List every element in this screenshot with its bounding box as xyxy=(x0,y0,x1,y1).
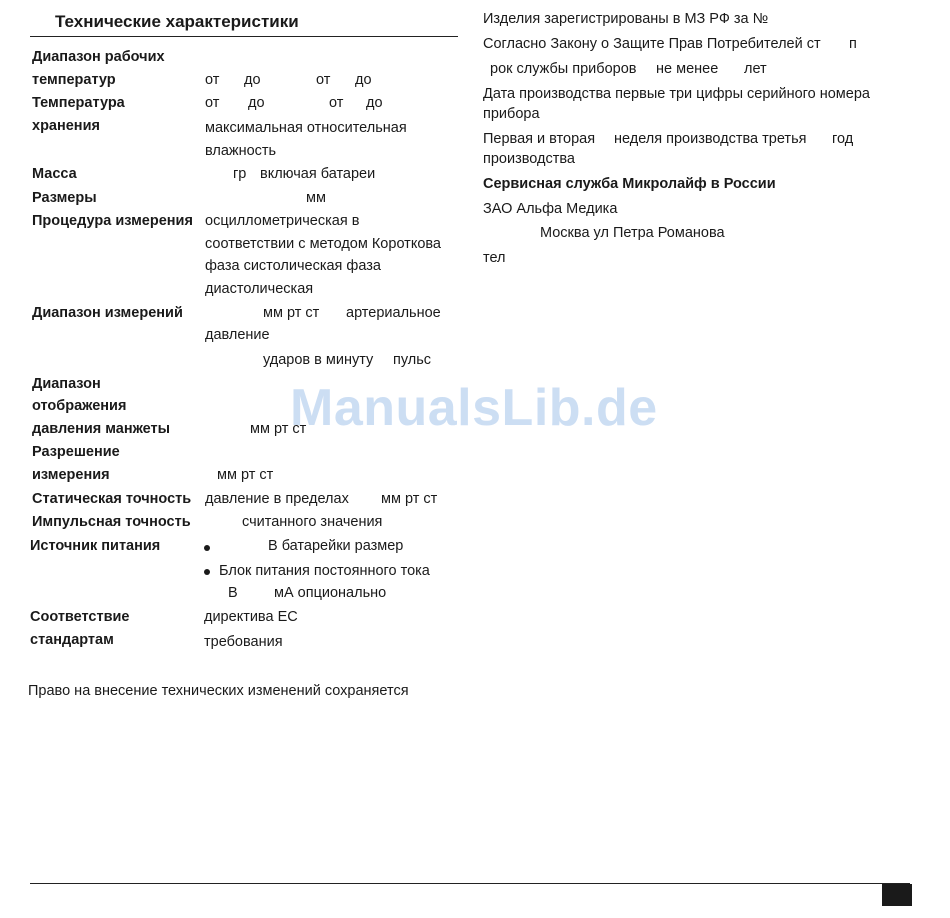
label-operating-temp: Диапазон рабочих xyxy=(32,49,165,65)
label-power: Источник питания xyxy=(30,538,161,554)
procedure-line-1: осциллометрическая в xyxy=(205,213,360,229)
st-from-1: от xyxy=(205,95,220,111)
op-to-2: до xyxy=(355,72,372,88)
page-marker xyxy=(882,884,912,906)
power-adapter-volt: В xyxy=(228,585,238,601)
service-life-min: не менее xyxy=(656,61,719,77)
standards-directive: директива ЕС xyxy=(204,609,298,625)
resolution-unit: мм рт ст xyxy=(217,467,274,483)
mass-note: включая батареи xyxy=(260,166,376,182)
bottom-rule xyxy=(30,883,910,884)
label-cuff-3: давления манжеты xyxy=(32,421,171,437)
label-storage: Температура xyxy=(32,95,125,111)
label-mass: Масса xyxy=(32,166,77,182)
bullet-adapter xyxy=(204,569,210,575)
label-range: Диапазон измерений xyxy=(32,305,183,321)
law-paragraph: п xyxy=(849,36,857,52)
production-week-text: Первая и вторая xyxy=(483,131,596,147)
standards-requirements: требования xyxy=(204,634,283,650)
production-date-text-2: прибора xyxy=(483,106,540,122)
st-to-1: до xyxy=(248,95,265,111)
procedure-line-3: фаза систолическая фаза xyxy=(205,258,381,274)
power-adapter: Блок питания постоянного тока xyxy=(219,563,430,579)
service-heading: Сервисная служба Микролайф в России xyxy=(483,176,776,192)
label-static-accuracy: Статическая точность xyxy=(32,491,192,507)
service-company: ЗАО Альфа Медика xyxy=(483,201,618,217)
static-unit: мм рт ст xyxy=(381,491,438,507)
production-week-text-3: производства xyxy=(483,151,575,167)
service-phone: тел xyxy=(483,250,506,266)
watermark-logo: ManualsLib.de xyxy=(290,379,658,437)
label-procedure: Процедура измерения xyxy=(32,213,193,229)
pulse-text: считанного значения xyxy=(242,514,383,530)
production-date-text: Дата производства первые три цифры серийного номера xyxy=(483,86,870,102)
op-from-1: от xyxy=(205,72,220,88)
mass-unit: гр xyxy=(233,166,247,182)
range-pulse-word: пульс xyxy=(393,352,432,368)
humidity-line-2: влажность xyxy=(205,143,277,159)
label-operating-temp-2: температур xyxy=(32,72,116,88)
procedure-line-4: диастолическая xyxy=(205,281,314,297)
op-from-2: от xyxy=(316,72,331,88)
range-pulse: ударов в минуту xyxy=(263,352,374,368)
humidity-line-1: максимальная относительная xyxy=(205,120,407,136)
service-address: Москва ул Петра Романова xyxy=(540,225,725,241)
footer-note: Право на внесение технических изменений сохраняется xyxy=(28,683,409,699)
title-underline xyxy=(30,36,458,37)
production-week-text-2: неделя производства третья xyxy=(614,131,807,147)
service-life-text: рок службы приборов xyxy=(490,61,637,77)
power-adapter-ma: мА опционально xyxy=(274,585,387,601)
range-unit: мм рт ст xyxy=(263,305,320,321)
label-standards-2: стандартам xyxy=(30,632,114,648)
label-cuff: Диапазон xyxy=(32,376,101,392)
power-battery: В батарейки размер xyxy=(268,538,404,554)
procedure-line-2: соответствии с методом Короткова xyxy=(205,236,442,252)
section-title: Технические характеристики xyxy=(55,12,299,31)
cuff-unit: мм рт ст xyxy=(250,421,307,437)
service-life-years: лет xyxy=(744,61,767,77)
range-pressure-2: давление xyxy=(205,327,270,343)
label-storage-2: хранения xyxy=(32,118,100,134)
law-text: Согласно Закону о Защите Прав Потребителей ст xyxy=(483,36,821,52)
production-year: год xyxy=(832,131,854,147)
bullet-battery xyxy=(204,545,210,551)
st-to-2: до xyxy=(366,95,383,111)
registration-text: Изделия зарегистрированы в МЗ РФ за № xyxy=(483,11,769,27)
dimensions-unit: мм xyxy=(306,190,326,206)
label-resolution-2: измерения xyxy=(32,467,110,483)
label-resolution: Разрешение xyxy=(32,444,120,460)
label-cuff-2: отображения xyxy=(32,398,127,414)
op-to-1: до xyxy=(244,72,261,88)
label-dimensions: Размеры xyxy=(32,190,97,206)
label-pulse-accuracy: Импульсная точность xyxy=(32,514,191,530)
static-text: давление в пределах xyxy=(205,491,349,507)
label-standards: Соответствие xyxy=(30,609,130,625)
range-pressure: артериальное xyxy=(346,305,441,321)
st-from-2: от xyxy=(329,95,344,111)
